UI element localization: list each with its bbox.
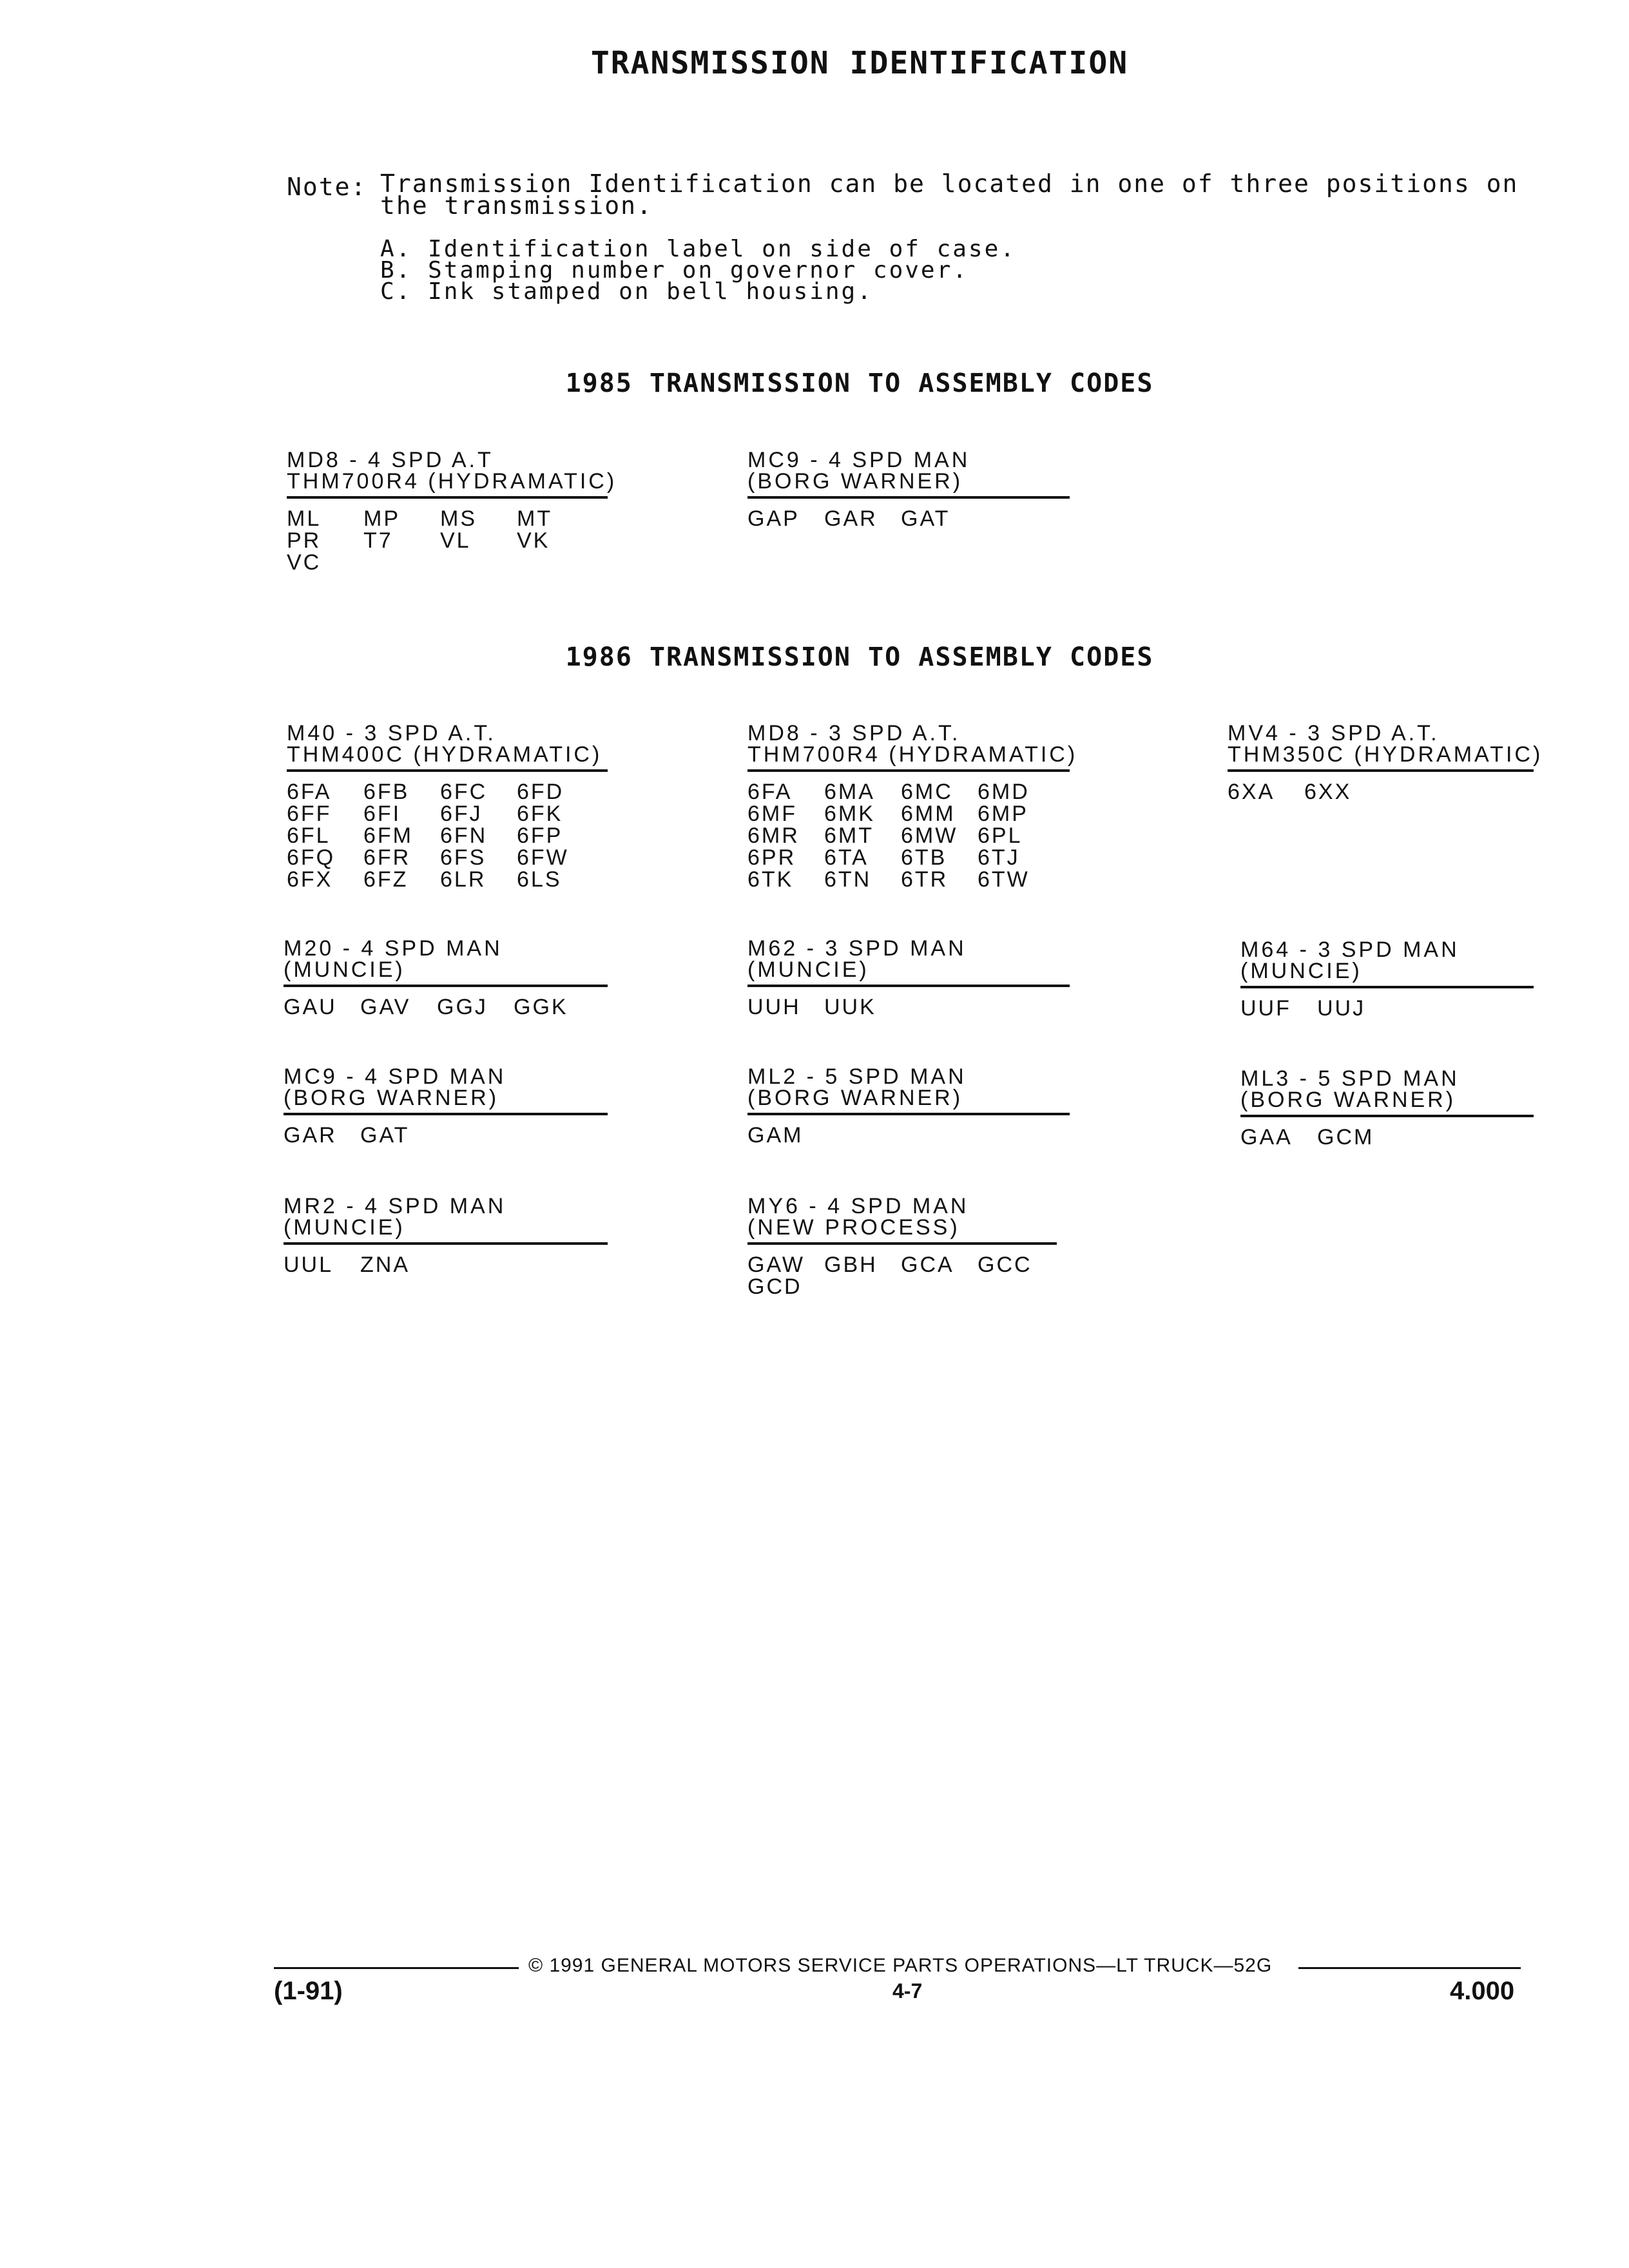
assembly-code: 6FC [440,780,488,804]
assembly-code: 6MD [978,780,1030,804]
assembly-code: GCC [978,1253,1032,1277]
assembly-code: UUK [824,995,876,1019]
note-item-a: A. Identification label on side of case. [380,236,1016,262]
group-header: M62 - 3 SPD MAN (MUNCIE) [747,938,1070,987]
assembly-code: 6TA [824,845,869,870]
group-header: MY6 - 4 SPD MAN (NEW PROCESS) [747,1196,1057,1245]
assembly-code: 6FL [287,823,331,848]
assembly-code: 6XA [1228,780,1275,804]
group-1985-md8 [287,448,617,575]
group-header: MR2 - 4 SPD MAN (MUNCIE) [284,1196,608,1245]
note-list [380,236,1016,305]
assembly-code: T7 [363,528,393,553]
assembly-code: VK [517,528,550,553]
assembly-code: VC [287,550,322,575]
code-list [1240,1126,1534,1148]
assembly-code: GAR [284,1123,337,1148]
code-list [287,508,608,573]
assembly-code: GAM [747,1123,804,1148]
assembly-code: 6PL [978,823,1023,848]
footer-section-number: 4.000 [1450,1977,1515,2005]
page-title: TRANSMISSION IDENTIFICATION [590,45,1129,81]
code-list [287,781,608,890]
note-item-b: B. Stamping number on governor cover. [380,257,969,284]
assembly-code: 6FI [363,802,401,826]
group-1986-mv4 [1228,721,1543,804]
assembly-code: UUF [1240,996,1291,1021]
assembly-code: GCA [901,1253,954,1277]
assembly-code: 6FP [517,823,563,848]
code-list [284,996,608,1018]
assembly-code: UUH [747,995,801,1019]
assembly-code: 6TB [901,845,947,870]
assembly-code: 6MM [901,802,956,826]
assembly-code: GAV [360,995,411,1019]
assembly-code: 6TK [747,867,794,892]
assembly-code: MT [517,506,553,531]
group-1986-mc9 [284,1066,608,1146]
assembly-code: 6FZ [363,867,409,892]
assembly-code: GAU [284,995,337,1019]
assembly-code: GGK [514,995,568,1019]
group-1986-ml3 [1240,1068,1534,1148]
code-list [747,996,1070,1018]
group-1986-m40 [287,723,608,890]
code-list [747,508,1070,530]
assembly-code: 6TN [824,867,872,892]
assembly-code: GAT [360,1123,410,1148]
code-list [1240,997,1534,1019]
assembly-code: 6PR [747,845,796,870]
note-item-c: C. Ink stamped on bell housing. [380,278,873,305]
group-header: M20 - 4 SPD MAN (MUNCIE) [284,938,608,987]
assembly-code: 6FA [287,780,332,804]
assembly-code: ML [287,506,322,531]
note-label: Note: [287,173,367,201]
code-list [1228,781,1534,803]
group-header: MC9 - 4 SPD MAN (BORG WARNER) [747,450,1070,499]
section-1985-heading: 1985 TRANSMISSION TO ASSEMBLY CODES [565,369,1154,398]
assembly-code: 6FD [517,780,564,804]
assembly-code: UUJ [1317,996,1366,1021]
assembly-code: ZNA [360,1253,410,1277]
footer-copyright: © 1991 GENERAL MOTORS SERVICE PARTS OPERATIONS—LT TRUCK—52G [528,1955,1273,1976]
group-1986-my6 [747,1196,1057,1298]
code-list [284,1254,608,1276]
group-header: MD8 - 3 SPD A.T. THM700R4 (HYDRAMATIC) [747,723,1070,772]
section-1986-heading: 1986 TRANSMISSION TO ASSEMBLY CODES [565,642,1154,672]
code-list [284,1124,608,1146]
assembly-code: 6FK [517,802,563,826]
assembly-code: 6FR [363,845,411,870]
assembly-code: UUL [284,1253,334,1277]
group-header: ML3 - 5 SPD MAN (BORG WARNER) [1240,1068,1534,1117]
assembly-code: GCM [1317,1125,1374,1149]
assembly-code: 6FS [440,845,487,870]
footer-rule-right [1298,1967,1521,1969]
assembly-code: MP [363,506,400,531]
group-1986-md8 [747,721,1078,892]
assembly-code: 6FQ [287,845,336,870]
assembly-code: 6LR [440,867,487,892]
group-1986-ml2 [747,1066,1070,1146]
assembly-code: 6MC [901,780,953,804]
assembly-code: 6MA [824,780,875,804]
assembly-code: MS [440,506,477,531]
assembly-code: 6TW [978,867,1030,892]
assembly-code: 6FN [440,823,488,848]
footer-date: (1-91) [274,1977,343,2005]
assembly-code: GBH [824,1253,878,1277]
group-1986-m64 [1240,939,1534,1019]
assembly-code: GAT [901,506,950,531]
assembly-code: 6MR [747,823,800,848]
group-1986-m62 [747,938,1070,1018]
assembly-code: GCD [747,1274,802,1299]
assembly-code: PR [287,528,322,553]
assembly-code: GAA [1240,1125,1293,1149]
code-list [747,1254,1057,1298]
assembly-code: 6MW [901,823,958,848]
assembly-code: 6MT [824,823,874,848]
group-1986-m20 [284,938,608,1018]
group-header: MC9 - 4 SPD MAN (BORG WARNER) [284,1066,608,1115]
assembly-code: GAW [747,1253,805,1277]
assembly-code: GGJ [437,995,488,1019]
assembly-code: 6FW [517,845,569,870]
assembly-code: GAR [824,506,878,531]
note-text: Transmission Identification can be located in one of three positions on the transmission. [380,169,1519,220]
assembly-code: 6LS [517,867,562,892]
assembly-code: 6MP [978,802,1028,826]
group-header: ML2 - 5 SPD MAN (BORG WARNER) [747,1066,1070,1115]
group-header: M64 - 3 SPD MAN (MUNCIE) [1240,939,1534,988]
assembly-code: GAP [747,506,800,531]
assembly-code: 6FA [747,780,793,804]
assembly-code: 6TR [901,867,949,892]
assembly-code: 6FJ [440,802,483,826]
group-header: MV4 - 3 SPD A.T. THM350C (HYDRAMATIC) [1228,723,1534,772]
code-list [747,781,1070,890]
assembly-code: 6XX [1304,780,1352,804]
assembly-code: 6TJ [978,845,1020,870]
assembly-code: 6MF [747,802,797,826]
group-header: M40 - 3 SPD A.T. THM400C (HYDRAMATIC) [287,723,608,772]
assembly-code: 6FF [287,802,332,826]
assembly-code: VL [440,528,471,553]
group-header: MD8 - 4 SPD A.T THM700R4 (HYDRAMATIC) [287,450,608,499]
footer-rule-left [274,1967,519,1969]
code-list [747,1124,1070,1146]
group-1986-mr2 [284,1196,608,1276]
assembly-code: 6FM [363,823,413,848]
footer-page-number: 4-7 [892,1979,923,2003]
group-1985-mc9 [747,450,1070,530]
assembly-code: 6FX [287,867,333,892]
assembly-code: 6FB [363,780,410,804]
assembly-code: 6MK [824,802,875,826]
